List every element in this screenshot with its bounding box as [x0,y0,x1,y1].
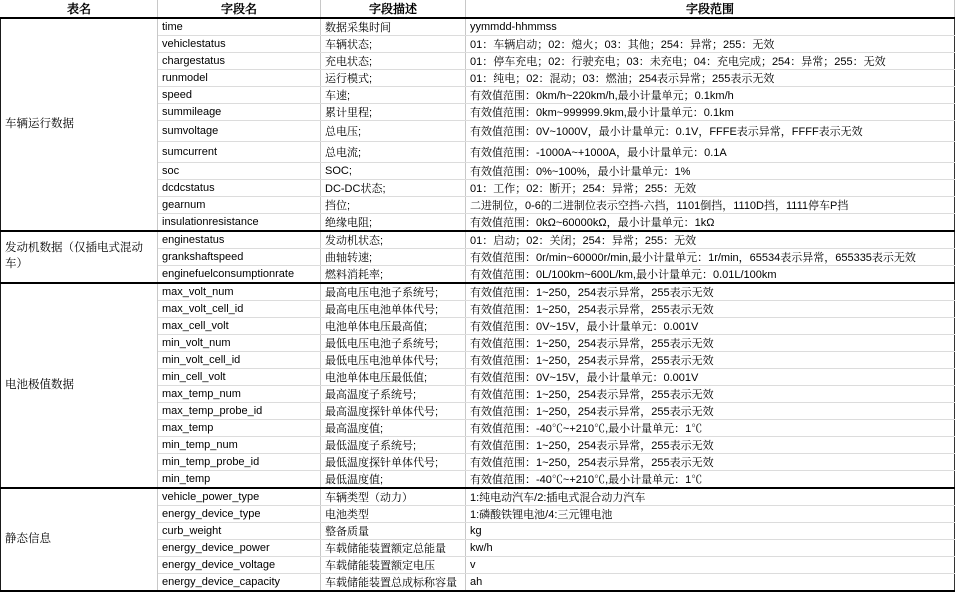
field-range-cell: 有效值范围：0L/100km~600L/km,最小计量单元：0.01L/100km [466,266,955,284]
field-name-cell: min_volt_cell_id [158,352,321,369]
field-name-cell: dcdcstatus [158,180,321,197]
field-range-cell: 有效值范围：0km~999999.9km,最小计量单元：0.1km [466,104,955,121]
field-desc-cell: 最高温度值; [321,420,466,437]
field-name-cell: runmodel [158,70,321,87]
field-range-cell: 有效值范围：0kΩ~60000kΩ，最小计量单元：1kΩ [466,214,955,232]
group-name-cell: 电池极值数据 [1,283,158,488]
field-range-cell: 01：纯电；02：混动；03：燃油；254表示异常；255表示无效 [466,70,955,87]
field-name-cell: max_temp [158,420,321,437]
field-range-cell: 二进制位，0-6的二进制位表示空挡-六挡，1101倒挡，1110D挡，1111停车P挡 [466,197,955,214]
field-range-cell: 有效值范围：0r/min~60000r/min,最小计量单元：1r/min，65534表示异常，655335表示无效 [466,249,955,266]
field-desc-cell: SOC; [321,163,466,180]
field-range-cell: 有效值范围：-40℃~+210℃,最小计量单元：1℃ [466,471,955,489]
field-name-cell: max_volt_num [158,283,321,301]
field-name-cell: soc [158,163,321,180]
field-name-cell: insulationresistance [158,214,321,232]
field-desc-cell: 电池类型 [321,506,466,523]
field-range-cell: 01：工作；02：断开；254：异常；255：无效 [466,180,955,197]
field-desc-cell: 最低温度值; [321,471,466,489]
field-range-cell: 有效值范围：-40℃~+210℃,最小计量单元：1℃ [466,420,955,437]
field-name-cell: speed [158,87,321,104]
field-desc-cell: 车载储能装置额定电压 [321,557,466,574]
field-name-cell: energy_device_voltage [158,557,321,574]
field-desc-cell: 最低温度子系统号; [321,437,466,454]
group-name-cell: 发动机数据（仅插电式混动车） [1,231,158,283]
field-name-cell: vehicle_power_type [158,488,321,506]
field-range-cell: kg [466,523,955,540]
column-header-field-range: 字段范围 [466,0,955,18]
field-name-cell: time [158,18,321,36]
group-name-cell: 静态信息 [1,488,158,591]
group-name-cell: 车辆运行数据 [1,18,158,231]
field-range-cell: 有效值范围：1~250，254表示异常，255表示无效 [466,454,955,471]
field-range-cell: 有效值范围：1~250，254表示异常，255表示无效 [466,437,955,454]
field-range-cell: 有效值范围：1~250，254表示异常，255表示无效 [466,386,955,403]
field-desc-cell: 电池单体电压最高值; [321,318,466,335]
table-row [1,488,955,506]
field-desc-cell: 最高温度探针单体代号; [321,403,466,420]
field-name-cell: min_temp_probe_id [158,454,321,471]
field-desc-cell: 车辆类型（动力） [321,488,466,506]
field-name-cell: sumvoltage [158,121,321,142]
field-desc-cell: DC-DC状态; [321,180,466,197]
field-range-cell: v [466,557,955,574]
field-desc-cell: 最低电压电池子系统号; [321,335,466,352]
field-range-cell: ah [466,574,955,592]
field-desc-cell: 充电状态; [321,53,466,70]
field-range-cell: 有效值范围：0km/h~220km/h,最小计量单元；0.1km/h [466,87,955,104]
field-range-cell: 01：车辆启动；02：熄火；03：其他；254：异常；255：无效 [466,36,955,53]
field-name-cell: sumcurrent [158,142,321,163]
field-name-cell: min_temp [158,471,321,489]
field-name-cell: energy_device_capacity [158,574,321,592]
field-name-cell: chargestatus [158,53,321,70]
field-desc-cell: 运行模式; [321,70,466,87]
field-desc-cell: 最高温度子系统号; [321,386,466,403]
field-desc-cell: 车载储能装置总成标称容量 [321,574,466,592]
field-name-cell: min_temp_num [158,437,321,454]
field-name-cell: summileage [158,104,321,121]
field-range-cell: 有效值范围：1~250，254表示异常，255表示无效 [466,403,955,420]
field-range-cell: 01：停车充电；02：行驶充电；03：未充电；04：充电完成；254：异常；255：无效 [466,53,955,70]
field-desc-cell: 车辆状态; [321,36,466,53]
field-range-cell: 1:纯电动汽车/2:插电式混合动力汽车 [466,488,955,506]
field-desc-cell: 电池单体电压最低值; [321,369,466,386]
field-range-cell: 有效值范围：0V~15V，最小计量单元：0.001V [466,369,955,386]
field-desc-cell: 曲轴转速; [321,249,466,266]
field-name-cell: max_temp_num [158,386,321,403]
field-range-cell: 1:磷酸铁锂电池/4:三元锂电池 [466,506,955,523]
field-desc-cell: 最低电压电池单体代号; [321,352,466,369]
field-desc-cell: 累计里程; [321,104,466,121]
field-desc-cell: 最高电压电池单体代号; [321,301,466,318]
field-name-cell: min_cell_volt [158,369,321,386]
field-desc-cell: 最低温度探针单体代号; [321,454,466,471]
field-range-cell: 有效值范围：1~250，254表示异常，255表示无效 [466,283,955,301]
field-desc-cell: 数据采集时间 [321,18,466,36]
field-name-cell: grankshaftspeed [158,249,321,266]
field-range-cell: yymmdd-hhmmss [466,18,955,36]
field-name-cell: gearnum [158,197,321,214]
table-row [1,231,955,249]
field-range-cell: 有效值范围：0V~15V，最小计量单元：0.001V [466,318,955,335]
field-name-cell: max_volt_cell_id [158,301,321,318]
field-range-cell: 有效值范围：0V~1000V，最小计量单元：0.1V，FFFE表示异常，FFFF表示无效 [466,121,955,142]
table-row [1,283,955,301]
field-name-cell: min_volt_num [158,335,321,352]
field-name-cell: enginefuelconsumptionrate [158,266,321,284]
field-name-cell: curb_weight [158,523,321,540]
field-desc-cell: 整备质量 [321,523,466,540]
field-range-cell: 有效值范围：0%~100%，最小计量单元：1% [466,163,955,180]
field-desc-cell: 总电压; [321,121,466,142]
column-header-field-desc: 字段描述 [321,0,466,18]
field-range-cell: kw/h [466,540,955,557]
field-desc-cell: 总电流; [321,142,466,163]
field-range-cell: 01：启动；02：关闭；254：异常；255：无效 [466,231,955,249]
field-name-cell: max_cell_volt [158,318,321,335]
field-desc-cell: 燃料消耗率; [321,266,466,284]
field-range-cell: 有效值范围：1~250，254表示异常，255表示无效 [466,335,955,352]
field-desc-cell: 发动机状态; [321,231,466,249]
column-header-field-name: 字段名 [158,0,321,18]
table-row [1,18,955,36]
field-range-cell: 有效值范围：-1000A~+1000A，最小计量单元：0.1A [466,142,955,163]
field-desc-cell: 车速; [321,87,466,104]
field-name-cell: enginestatus [158,231,321,249]
field-name-cell: energy_device_type [158,506,321,523]
field-name-cell: energy_device_power [158,540,321,557]
field-desc-cell: 最高电压电池子系统号; [321,283,466,301]
field-range-cell: 有效值范围：1~250，254表示异常，255表示无效 [466,301,955,318]
field-desc-cell: 绝缘电阻; [321,214,466,232]
field-name-cell: vehiclestatus [158,36,321,53]
field-desc-cell: 车载储能装置额定总能量 [321,540,466,557]
field-desc-cell: 挡位; [321,197,466,214]
field-range-cell: 有效值范围：1~250，254表示异常，255表示无效 [466,352,955,369]
field-name-cell: max_temp_probe_id [158,403,321,420]
header-row [1,0,955,18]
column-header-table-name: 表名 [1,0,158,18]
